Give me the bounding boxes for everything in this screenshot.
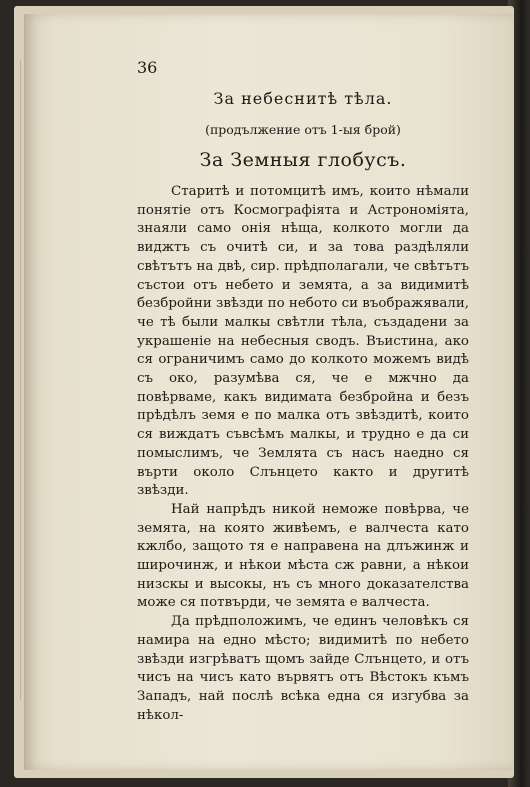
paragraph: Старитѣ и потомцитѣ имъ, които нѣмали понятіе отъ Космографіята и Астрономіята, знаяли само онія нѣща, колкото могли да виджтъ съ очитѣ си, и за това раздѣляли свѣтътъ на двѣ, сир. прѣдполагали, че свѣтътъ състои отъ небето и земята, а за видимитѣ безбройни звѣзди по небото си въображявали, че тѣ были малкы свѣтли тѣла, създадени за украшеніе на небесныя сводъ. Въистина, ако ся ограничимъ само до колкото можемъ видѣ съ око, разумѣва ся, че е мжчно да повѣрваме, какъ видимата безбройна и безъ прѣдѣлъ земя е по малка отъ звѣздитѣ, които ся виждатъ съвсѣмъ малкы, и трудно е да си помыслимъ, че Землята съ насъ наедно ся върти около Слънцето както и другитѣ звѣзди.: [137, 184, 470, 499]
continuation-note: (продължение отъ 1-ыя брой): [205, 122, 401, 137]
page-text-block: [137, 58, 469, 725]
section-title: За небеснитѣ тѣла.: [213, 89, 393, 108]
page-number: 36: [137, 58, 158, 77]
paragraph: Да прѣдположимъ, че единъ человѣкъ ся намира на едно мѣсто; видимитѣ по небето звѣзди изгрѣватъ щомъ зайде Слънцето, и отъ чисъ на чисъ като вървятъ отъ Вѣстокъ къмъ Западъ, най послѣ всѣка една ся изгубва за нѣкол-: [137, 614, 469, 723]
paragraph: Най напрѣдъ никой неможе повѣрва, че земята, на която живѣемъ, е валчеста като кжлбо, защото тя е направена на длъжинж и широчинж, и нѣкои мѣста сж равни, а нѣкои низскы и высокы, нъ съ много доказателства може ся потвърди, че земята е валчеста.: [137, 501, 469, 611]
article-title: За Земныя глобусъ.: [199, 149, 407, 171]
